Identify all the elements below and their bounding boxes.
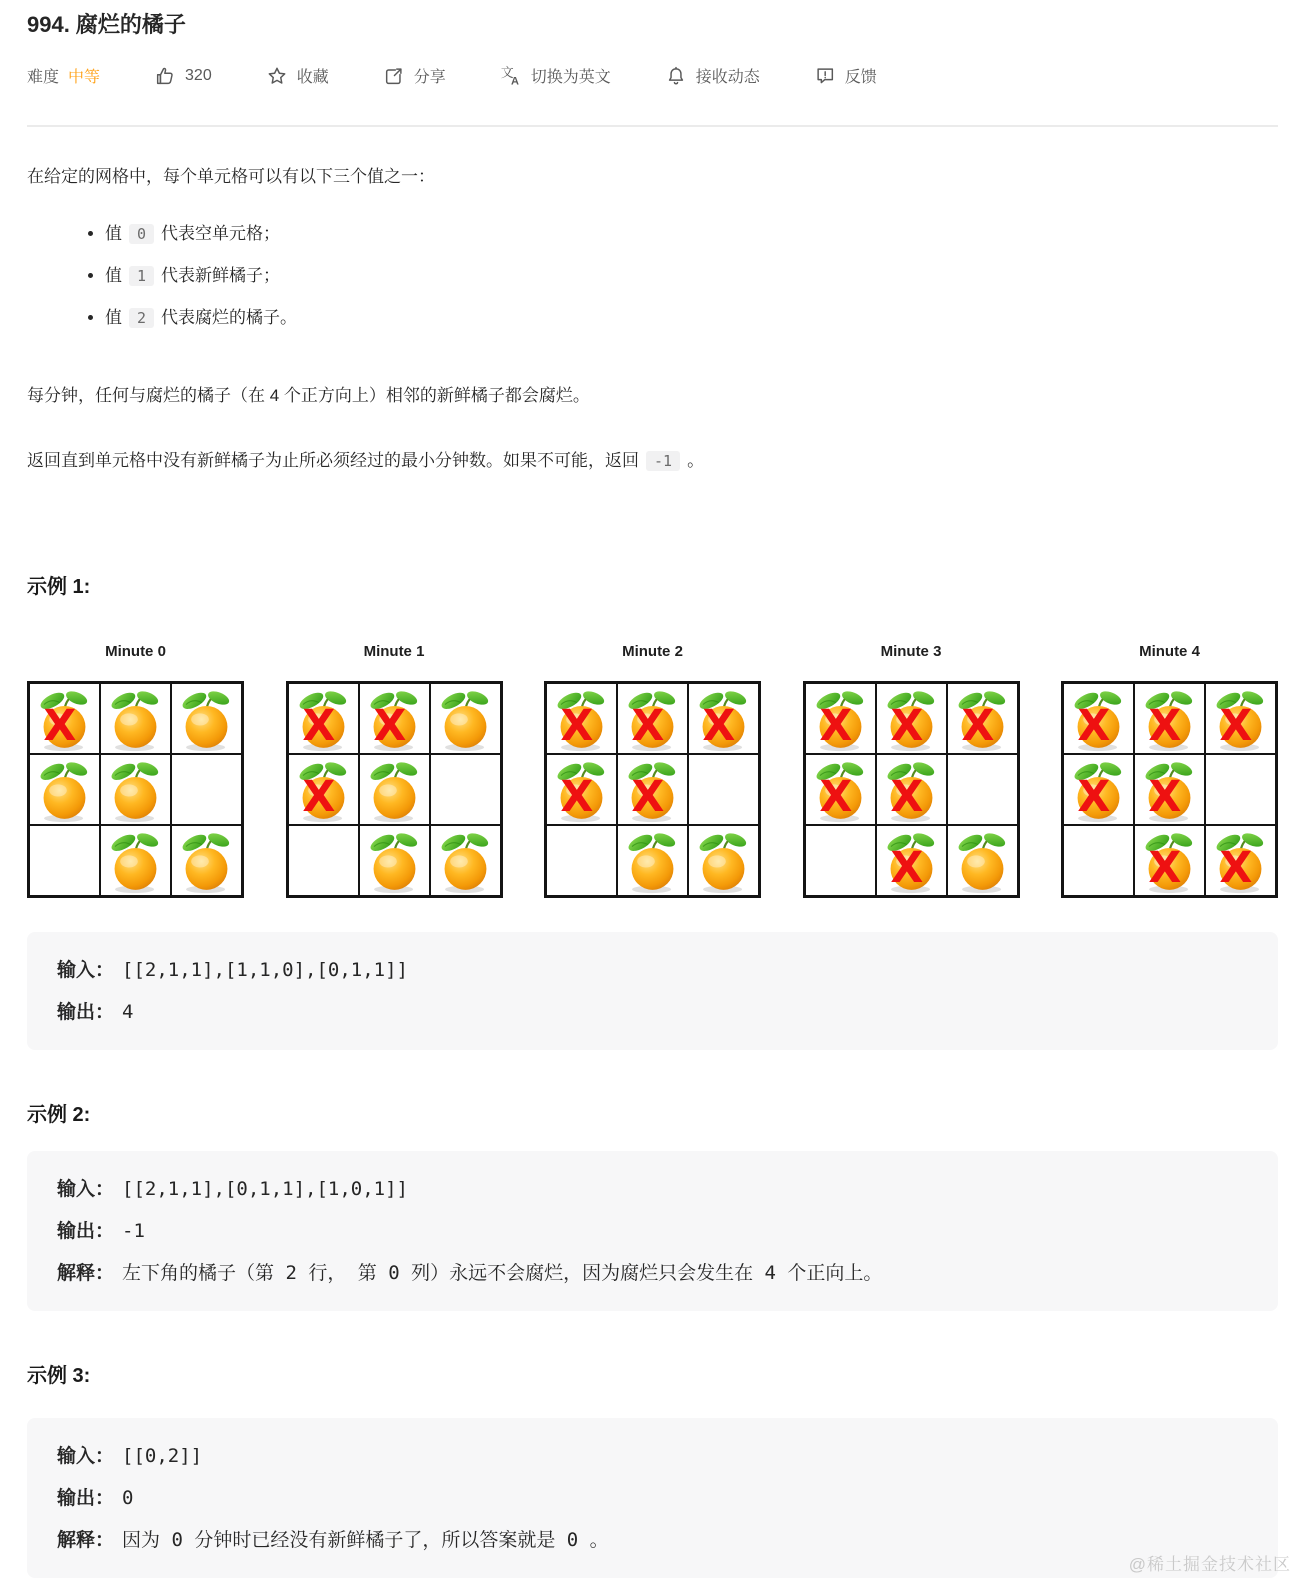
- io-label: 输入：: [57, 1445, 115, 1467]
- list-item: [105, 304, 1278, 332]
- svg-text:X: X: [1148, 842, 1182, 893]
- example-2-heading: 示例 2:: [27, 1104, 91, 1126]
- io-value: -1: [122, 1220, 145, 1242]
- minute-frame: [286, 643, 503, 898]
- io-label: 解释：: [57, 1529, 115, 1551]
- io-value: 0: [122, 1487, 134, 1509]
- svg-text:X: X: [631, 771, 665, 822]
- io-value: 4: [122, 1001, 134, 1023]
- difficulty-label: 难度: [27, 69, 60, 86]
- rotten-orange-cell: [617, 683, 688, 754]
- fresh-orange-cell: [100, 683, 171, 754]
- svg-text:X: X: [1219, 842, 1253, 893]
- inline-code: 1: [129, 266, 154, 286]
- svg-text:X: X: [1148, 700, 1182, 751]
- rotten-orange-cell: [1134, 683, 1205, 754]
- fresh-orange-cell: [430, 825, 501, 896]
- io-label: 输入：: [57, 959, 115, 981]
- io-line: [57, 1435, 1248, 1477]
- return-text: 。: [687, 451, 705, 470]
- fresh-orange-cell: [688, 825, 759, 896]
- inline-code: 2: [129, 308, 154, 328]
- minute-label: Minute 3: [880, 643, 942, 660]
- empty-cell: [1063, 825, 1134, 896]
- list-item: [105, 262, 1278, 290]
- rotten-orange-cell: [29, 683, 100, 754]
- rotten-orange-cell: [288, 754, 359, 825]
- svg-text:X: X: [960, 700, 994, 751]
- example-1-block: [27, 932, 1278, 1050]
- subscribe-label: 接收动态: [695, 69, 760, 86]
- svg-text:X: X: [560, 700, 594, 751]
- orange-grid: [544, 681, 761, 898]
- rotten-orange-cell: [546, 754, 617, 825]
- description-intro: 在给定的网格中，每个单元格可以有以下三个值之一：: [27, 167, 435, 186]
- io-line: [57, 949, 1248, 991]
- inline-code: 0: [129, 224, 154, 244]
- fresh-orange-cell: [171, 683, 242, 754]
- favorite-label: 收藏: [296, 69, 329, 86]
- svg-text:X: X: [889, 771, 923, 822]
- io-value: [[0,2]]: [122, 1445, 203, 1467]
- fresh-orange-cell: [359, 825, 430, 896]
- empty-cell: [1205, 754, 1276, 825]
- svg-text:X: X: [818, 700, 852, 751]
- difficulty-badge: 中等: [68, 69, 101, 86]
- rotten-orange-cell: [359, 683, 430, 754]
- svg-text:X: X: [702, 700, 736, 751]
- like-count: 320: [185, 66, 212, 84]
- rotten-orange-cell: [617, 754, 688, 825]
- example-3-block: [27, 1418, 1278, 1578]
- star-icon: [266, 65, 288, 87]
- rotten-orange-cell: [1063, 754, 1134, 825]
- rotten-orange-cell: [805, 754, 876, 825]
- example-figure: [27, 643, 1278, 898]
- io-value: 因为 0 分钟时已经没有新鲜橘子了，所以答案就是 0 。: [122, 1529, 609, 1551]
- translate-label: 切换为英文: [530, 69, 611, 86]
- empty-cell: [171, 754, 242, 825]
- svg-text:X: X: [889, 842, 923, 893]
- fresh-orange-cell: [947, 825, 1018, 896]
- bullet-text: 值: [105, 308, 122, 327]
- orange-grid: [803, 681, 1020, 898]
- feedback-button[interactable]: [814, 64, 877, 87]
- fresh-orange-cell: [29, 754, 100, 825]
- feedback-label: 反馈: [844, 69, 877, 86]
- io-line: [57, 1519, 1248, 1561]
- rotten-orange-cell: [876, 683, 947, 754]
- io-value: [[2,1,1],[0,1,1],[1,0,1]]: [122, 1178, 408, 1200]
- io-label: 输入：: [57, 1178, 115, 1200]
- list-item: [105, 220, 1278, 248]
- rotten-orange-cell: [876, 754, 947, 825]
- svg-text:X: X: [818, 771, 852, 822]
- thumbs-up-icon: [154, 65, 176, 87]
- svg-text:X: X: [1077, 700, 1111, 751]
- minute-frame: [27, 643, 244, 898]
- rotten-orange-cell: [288, 683, 359, 754]
- svg-text:X: X: [301, 771, 335, 822]
- rotten-orange-cell: [1205, 825, 1276, 896]
- subscribe-button[interactable]: [665, 64, 760, 87]
- feedback-icon: [814, 65, 836, 87]
- rotten-orange-cell: [1205, 683, 1276, 754]
- bullet-text: 代表腐烂的橘子。: [161, 308, 298, 327]
- io-line: [57, 1210, 1248, 1252]
- rotten-orange-cell: [1063, 683, 1134, 754]
- rotten-orange-cell: [805, 683, 876, 754]
- fresh-orange-cell: [617, 825, 688, 896]
- bullet-text: 值: [105, 224, 122, 243]
- watermark: @稀土掘金技术社区: [1128, 1555, 1291, 1574]
- io-label: 输出：: [57, 1001, 115, 1023]
- rotten-orange-cell: [546, 683, 617, 754]
- like-button[interactable]: [154, 65, 212, 87]
- share-icon: [383, 65, 405, 87]
- fresh-orange-cell: [430, 683, 501, 754]
- example-1-heading: 示例 1:: [27, 576, 91, 598]
- bullet-text: 代表新鲜橘子；: [161, 266, 281, 285]
- svg-text:X: X: [301, 700, 335, 751]
- bullet-text: 代表空单元格；: [161, 224, 281, 243]
- return-text: 返回直到单元格中没有新鲜橘子为止所必须经过的最小分钟数。如果不可能，返回: [27, 451, 639, 470]
- orange-grid: [1061, 681, 1278, 898]
- minute-label: Minute 1: [363, 643, 425, 660]
- svg-text:X: X: [1148, 771, 1182, 822]
- io-label: 输出：: [57, 1220, 115, 1242]
- io-value: [[2,1,1],[1,1,0],[0,1,1]]: [122, 959, 408, 981]
- description-return: [27, 447, 1278, 475]
- example-2-block: [27, 1151, 1278, 1311]
- empty-cell: [430, 754, 501, 825]
- rotten-orange-cell: [876, 825, 947, 896]
- empty-cell: [29, 825, 100, 896]
- rotten-orange-cell: [1134, 825, 1205, 896]
- io-value: 左下角的橘子（第 2 行， 第 0 列）永远不会腐烂，因为腐烂只会发生在 4 个正向上。: [122, 1262, 883, 1284]
- empty-cell: [546, 825, 617, 896]
- translate-button[interactable]: [500, 64, 611, 87]
- svg-text:X: X: [1219, 700, 1253, 751]
- svg-text:X: X: [43, 700, 77, 751]
- inline-code: -1: [646, 451, 680, 471]
- io-line: [57, 1477, 1248, 1519]
- orange-grid: [286, 681, 503, 898]
- svg-text:X: X: [631, 700, 665, 751]
- share-label: 分享: [413, 69, 446, 86]
- share-button[interactable]: [383, 64, 446, 87]
- fresh-orange-cell: [359, 754, 430, 825]
- rotten-orange-cell: [1134, 754, 1205, 825]
- empty-cell: [947, 754, 1018, 825]
- fresh-orange-cell: [100, 825, 171, 896]
- svg-text:X: X: [560, 771, 594, 822]
- divider: [27, 125, 1278, 127]
- toolbar: [27, 64, 1278, 87]
- io-line: [57, 1252, 1248, 1294]
- difficulty: [27, 64, 100, 87]
- empty-cell: [805, 825, 876, 896]
- orange-grid: [27, 681, 244, 898]
- minute-frame: [1061, 643, 1278, 898]
- minute-frame: [803, 643, 1020, 898]
- svg-text:A: A: [510, 75, 519, 87]
- svg-text:文: 文: [500, 64, 514, 80]
- io-label: 输出：: [57, 1487, 115, 1509]
- io-line: [57, 1168, 1248, 1210]
- svg-text:X: X: [889, 700, 923, 751]
- io-label: 解释：: [57, 1262, 115, 1284]
- favorite-button[interactable]: [266, 64, 329, 87]
- value-legend-list: [27, 220, 1278, 332]
- minute-label: Minute 2: [622, 643, 683, 660]
- page-title: 994. 腐烂的橘子: [27, 12, 186, 37]
- minute-label: Minute 4: [1139, 643, 1200, 660]
- svg-text:X: X: [1077, 771, 1111, 822]
- empty-cell: [688, 754, 759, 825]
- empty-cell: [288, 825, 359, 896]
- description-rule: 每分钟，任何与腐烂的橘子（在 4 个正方向上）相邻的新鲜橘子都会腐烂。: [27, 386, 590, 405]
- svg-text:X: X: [372, 700, 406, 751]
- bullet-text: 值: [105, 266, 122, 285]
- io-line: [57, 991, 1248, 1033]
- example-3-heading: 示例 3:: [27, 1365, 91, 1387]
- minute-label: Minute 0: [105, 643, 166, 660]
- rotten-orange-cell: [688, 683, 759, 754]
- minute-frame: [544, 643, 761, 898]
- rotten-orange-cell: [947, 683, 1018, 754]
- bell-icon: [665, 65, 687, 87]
- fresh-orange-cell: [100, 754, 171, 825]
- fresh-orange-cell: [171, 825, 242, 896]
- translate-icon: [500, 65, 522, 87]
